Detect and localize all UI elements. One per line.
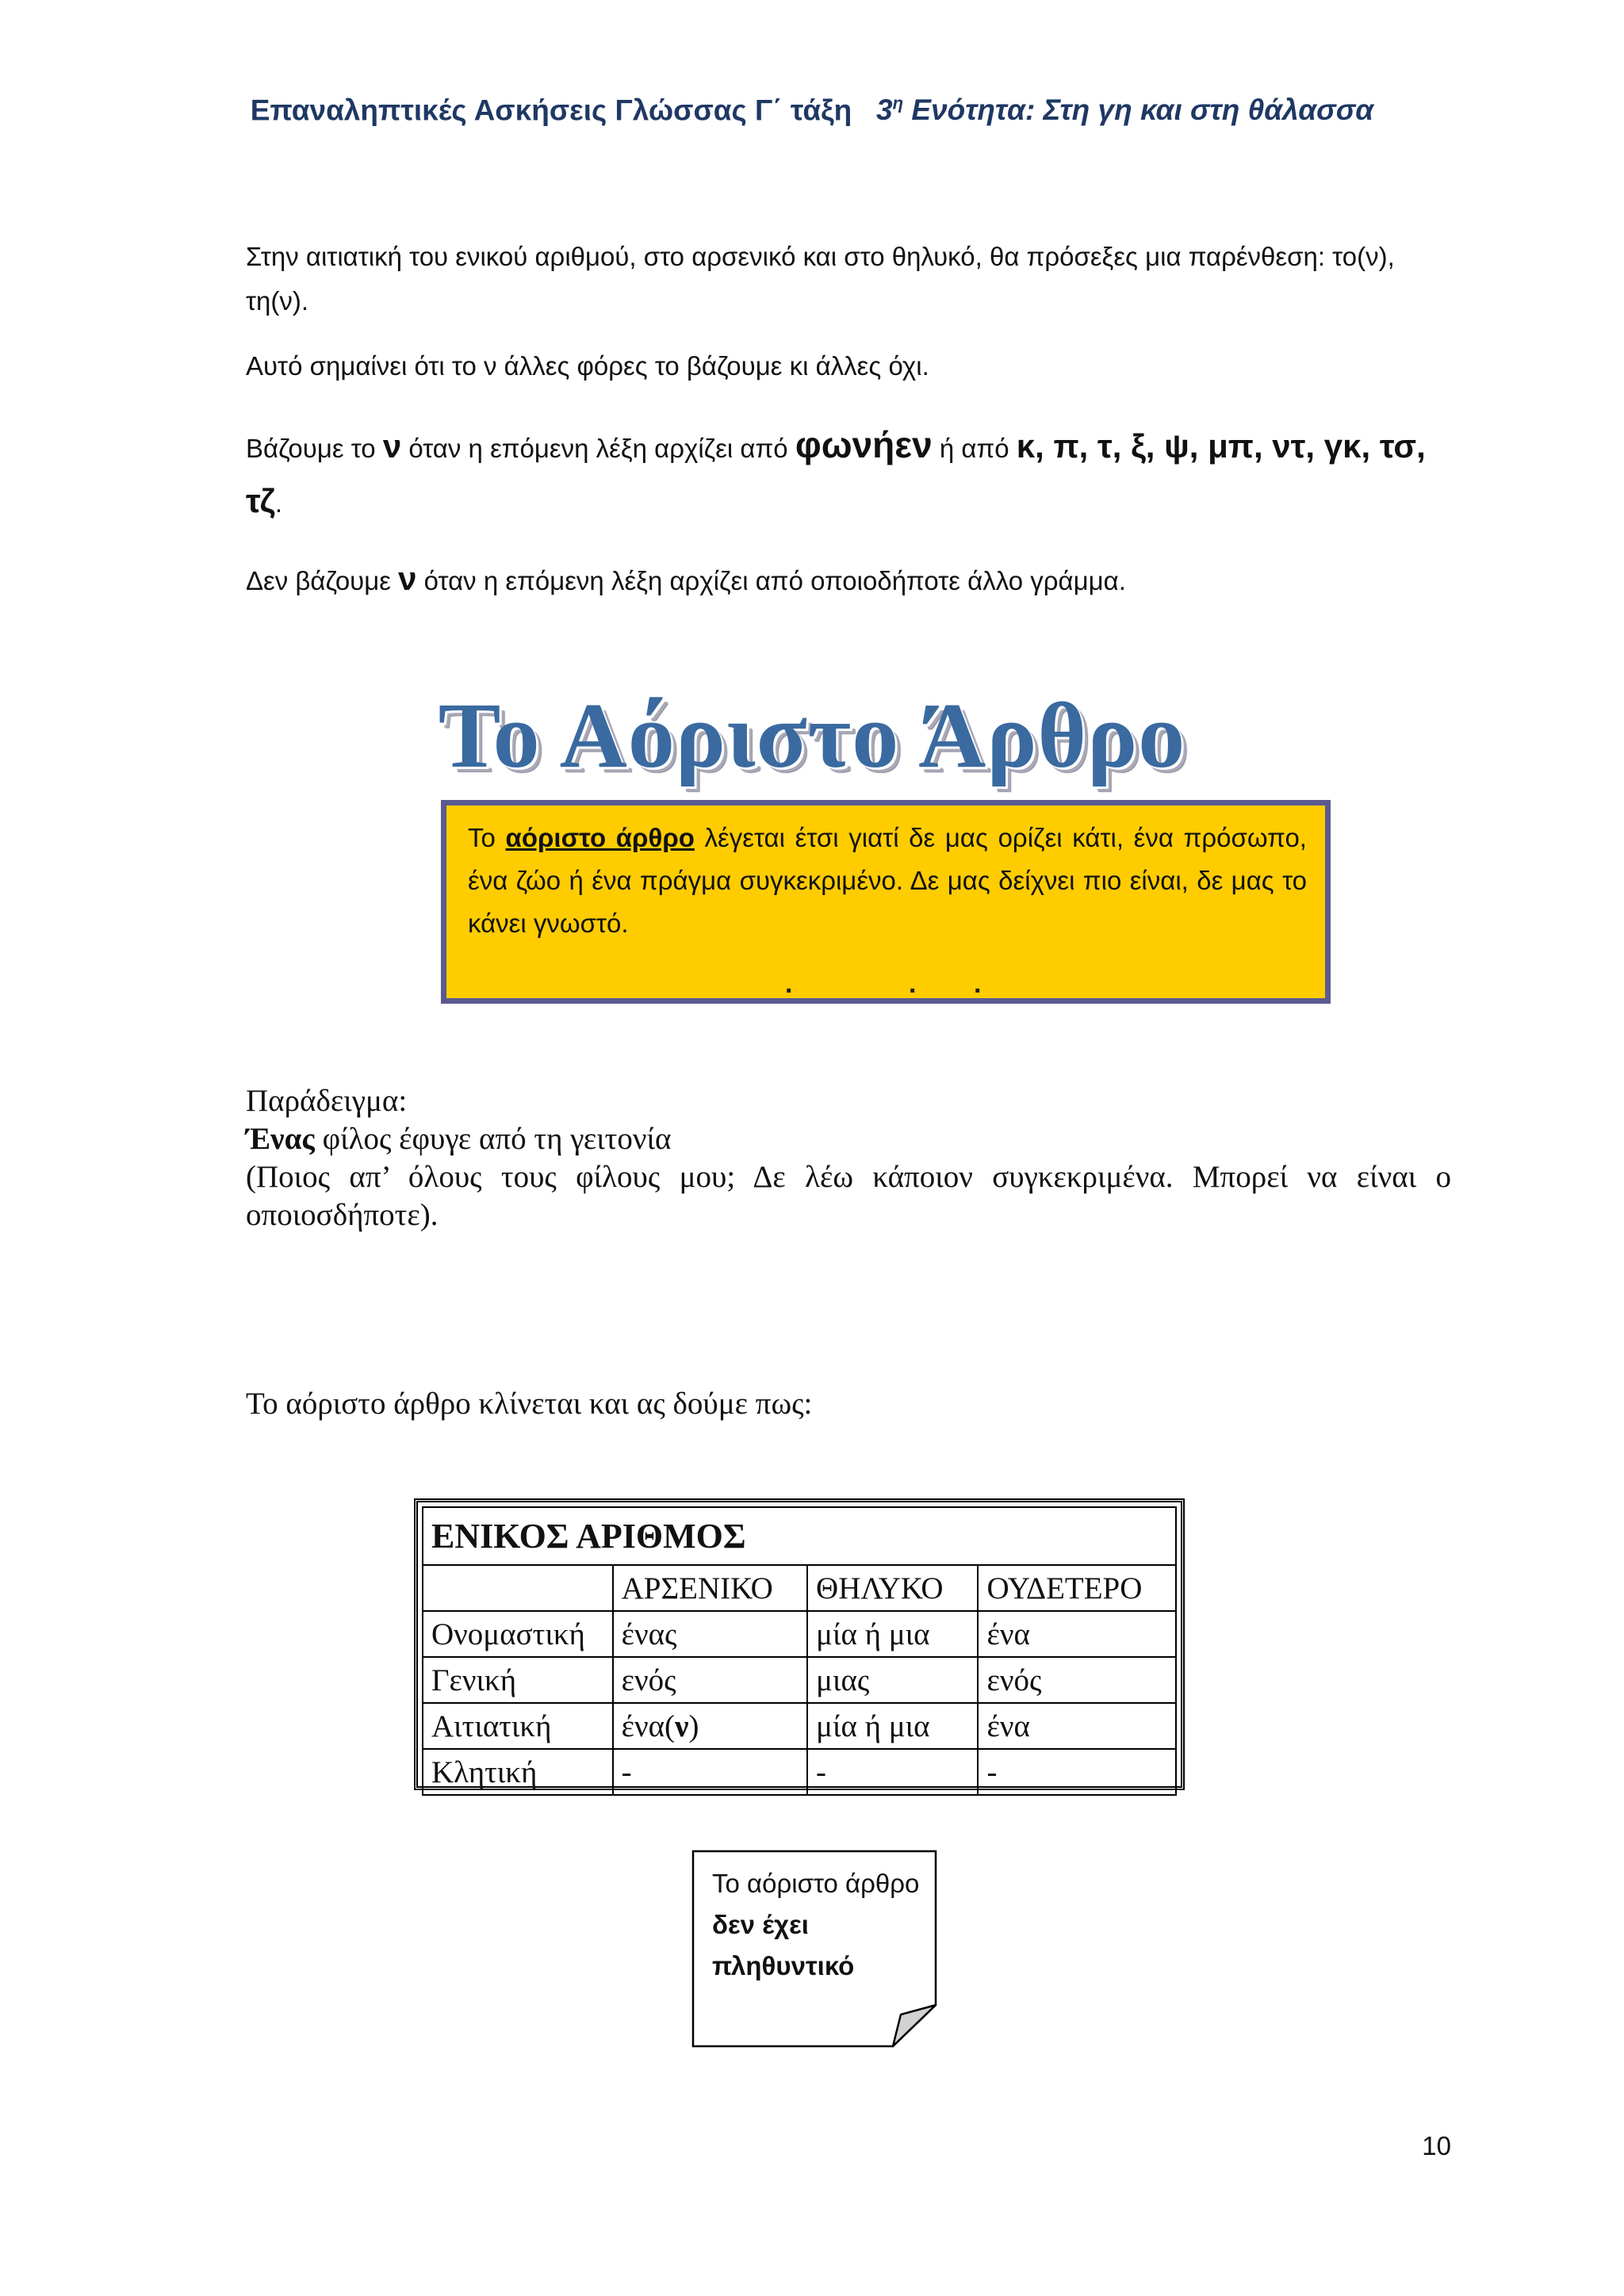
intro-paragraph-2: Αυτό σημαίνει ότι το ν άλλες φόρες το βάζουμε κι άλλες όχι. — [246, 351, 929, 381]
table-cell: ένα — [978, 1611, 1176, 1657]
table-cell: μία ή μια — [807, 1611, 978, 1657]
table-cell: μιας — [807, 1657, 978, 1703]
table-row — [423, 1657, 1176, 1703]
table-cell: Κλητική — [423, 1749, 613, 1795]
section-title: Το Αόριστο Άρθρο — [438, 683, 1186, 787]
table-header-row — [423, 1565, 1176, 1611]
table-cell: Αιτιατική — [423, 1703, 613, 1749]
table-cell: - — [613, 1749, 807, 1795]
decorative-dot: . — [909, 969, 917, 999]
vowels-word: φωνήεν — [795, 424, 933, 465]
letter-n: ν — [398, 560, 417, 597]
table-cell: - — [807, 1749, 978, 1795]
table-cell: Γενική — [423, 1657, 613, 1703]
note-text: Το αόριστο άρθρο δεν έχει πληθυντικό — [712, 1869, 920, 1980]
table-cell: ενός — [613, 1657, 807, 1703]
table-cell: ένα — [978, 1703, 1176, 1749]
table-row — [423, 1611, 1176, 1657]
declension-intro: Το αόριστο άρθρο κλίνεται και ας δούμε πως: — [246, 1387, 813, 1421]
definition-term: αόριστο άρθρο — [505, 823, 695, 852]
table-header — [423, 1565, 613, 1611]
table-cell: - — [978, 1749, 1176, 1795]
table-caption: ΕΝΙΚΟΣ ΑΡΙΘΜΟΣ — [423, 1507, 1176, 1565]
letter-n: ν — [382, 427, 402, 465]
header-title: Επαναληπτικές Ασκήσεις Γλώσσας Γ΄ τάξη — [250, 94, 852, 127]
example-block — [246, 1082, 1451, 1234]
table-caption-row — [423, 1507, 1176, 1565]
consonant-list: κ, π, τ, ξ, ψ, μπ, ντ, γκ, τσ, τζ — [246, 427, 1426, 519]
intro-paragraph-1: Στην αιτιατική του ενικού αριθμού, στο αρσενικό και στο θηλυκό, θα πρόσεξες μια παρένθεση: το(ν), τη(ν). — [246, 242, 1395, 316]
table-cell: ενός — [978, 1657, 1176, 1703]
table-header: ΘΗΛΥΚΟ — [807, 1565, 978, 1611]
example-explanation: (Ποιος απ’ όλους τους φίλους μου; Δε λέω κάποιον συγκεκριμένα. Μπορεί να είναι ο οποιοσδήποτε). — [246, 1160, 1451, 1232]
decorative-dot: . — [785, 969, 793, 999]
table-cell: μία ή μια — [807, 1703, 978, 1749]
table-cell: ένα(ν) — [613, 1703, 807, 1749]
declension-table — [422, 1506, 1177, 1796]
decorative-dot: . — [974, 969, 982, 999]
example-label: Παράδειγμα: — [246, 1084, 408, 1118]
intro-paragraph-4: Δεν βάζουμε ν όταν η επόμενη λέξη αρχίζει από οποιοδήποτε άλλο γράμμα. — [246, 560, 1126, 597]
table-row — [423, 1703, 1176, 1749]
intro-paragraph-3: Βάζουμε το ν όταν η επόμενη λέξη αρχίζει από φωνήεν ή από κ, π, τ, ξ, ψ, μπ, ντ, γκ, τσ, τζ. — [246, 424, 1426, 519]
page-number: 10 — [1422, 2131, 1451, 2160]
table-cell: Ονομαστική — [423, 1611, 613, 1657]
page-header — [0, 94, 1624, 127]
header-unit: $3^\eta$ Ενότητα: Στη γη και στη θάλασσα — [876, 94, 1374, 127]
example-sentence: Ένας φίλος έφυγε από τη γειτονία — [246, 1122, 672, 1156]
table-header: ΟΥΔΕΤΕΡΟ — [978, 1565, 1176, 1611]
definition-text: Το αόριστο άρθρο λέγεται έτσι γιατί δε μας ορίζει κάτι, ένα πρόσωπο, ένα ζώο ή ένα πράγμα συγκεκριμένο. Δε μας δείχνει πιο είναι, δε μας το κάνει γνωστό. — [468, 823, 1307, 938]
table-row — [423, 1749, 1176, 1795]
table-header: ΑΡΣΕΝΙΚΟ — [613, 1565, 807, 1611]
table-cell: ένας — [613, 1611, 807, 1657]
